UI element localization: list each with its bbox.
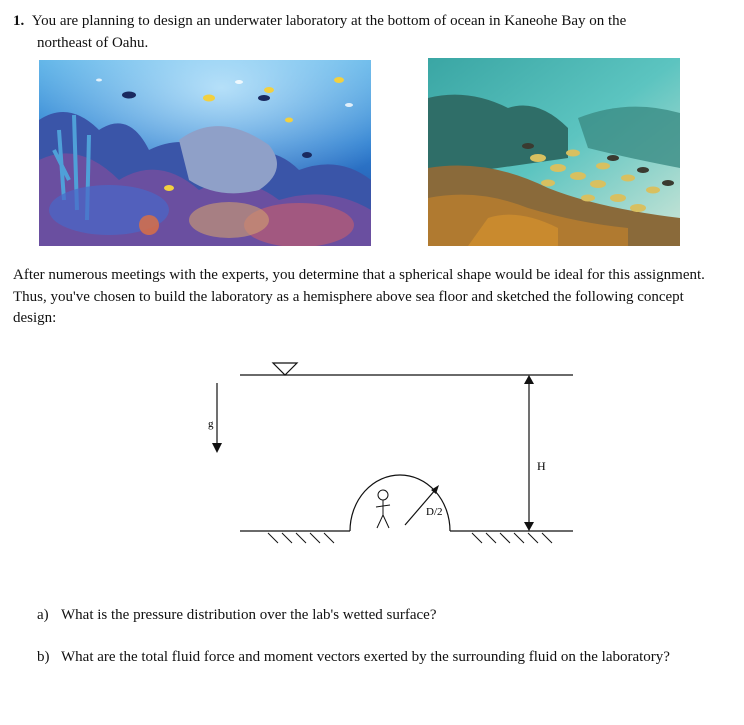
- coral-reef-photo: [39, 60, 371, 246]
- question-text-line-2: northeast of Oahu.: [37, 35, 149, 51]
- subquestion-b-text: What are the total fluid force and moment vectors exerted by the surrounding fluid on the laboratory?: [61, 649, 670, 665]
- question-number: 1.: [13, 13, 25, 29]
- subquestion-a-label: a): [37, 607, 49, 623]
- intro-paragraph: After numerous meetings with the experts, you determine that a spherical shape would be ideal for this assignment. Thus, you've chosen to build the laboratory as a hemisphere above sea floor and sketched the following concept design:: [13, 267, 705, 326]
- floor-hatching: [268, 533, 552, 543]
- gravity-label: g: [208, 418, 214, 430]
- person-icon: [376, 490, 390, 528]
- depth-label: H: [537, 459, 546, 473]
- question-text-line-1: You are planning to design an underwater laboratory at the bottom of ocean in Kaneohe Bay on the: [31, 13, 627, 29]
- hemisphere-lab: [350, 475, 450, 531]
- subquestion-a: [37, 605, 437, 625]
- question-line-1: [13, 10, 626, 32]
- fish-school-photo: [428, 58, 680, 246]
- subquestion-b: [37, 647, 670, 667]
- concept-diagram: [200, 353, 600, 553]
- subquestion-b-label: b): [37, 649, 50, 665]
- radius-label: D/2: [426, 506, 443, 518]
- free-surface-symbol: [273, 363, 297, 375]
- subquestion-a-text: What is the pressure distribution over the lab's wetted surface?: [61, 607, 437, 623]
